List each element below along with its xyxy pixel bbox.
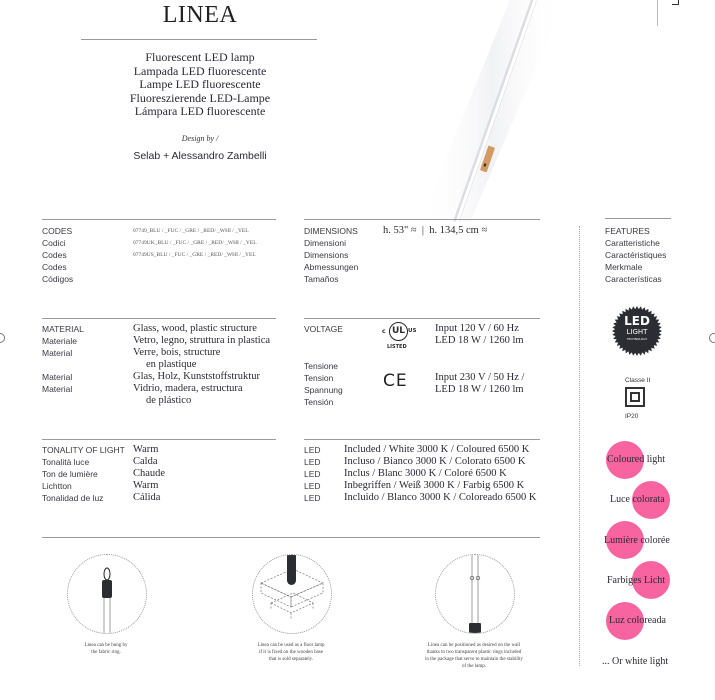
features-rule (605, 218, 671, 219)
colour-label-de: Farbiges Licht (607, 575, 666, 586)
label-codes-it: Codici (42, 238, 66, 248)
voltage-eu-values (435, 372, 524, 396)
wall-mount-icon (436, 555, 514, 633)
tonality-rule (42, 439, 276, 440)
material-value: Verre, bois, structure (133, 347, 221, 358)
wall-mount-caption (408, 642, 540, 670)
label-material-it: Materiale (42, 336, 77, 346)
class-ii-icon (625, 387, 645, 407)
code-value: 07749US_BLU / _FUC / _GRE / _RED/ _WHI / _YEL (133, 252, 256, 258)
codes-labels (42, 225, 73, 285)
voltage-rule (304, 318, 540, 319)
label-tonality-it: Tonalità luce (42, 457, 90, 467)
subtitle-fr: Lampe LED fluorescente (139, 77, 261, 91)
label-led: LED (304, 469, 321, 479)
registration-mark-right (709, 333, 715, 343)
material-value: de plástico (146, 395, 192, 406)
led-value: Incluso / Bianco 3000 K / Colorato 6500 K (344, 456, 526, 467)
label-features-de: Merkmale (605, 262, 643, 272)
tonality-value: Warm (133, 480, 159, 491)
colour-label-fr: Lumière colorée (604, 535, 670, 546)
voltage-us-values (435, 323, 524, 347)
product-subtitles (80, 51, 320, 119)
label-voltage-fr: Tension (304, 373, 334, 383)
dimensions-labels (304, 225, 358, 285)
voltage-value: Input 230 V / 50 Hz / (435, 372, 525, 383)
label-material-es: Material (42, 384, 73, 394)
colour-label-it: Luce colorata (610, 494, 665, 505)
codes-values (133, 225, 257, 261)
ul-us: US (408, 328, 417, 334)
led-values (344, 444, 536, 504)
lamp-photo (390, 0, 650, 222)
ul-listed-icon (380, 322, 416, 358)
material-value: Glass, wood, plastic structure (133, 323, 257, 334)
page-tab-line (657, 0, 658, 26)
tonality-value: Chaude (133, 468, 166, 479)
label-tonality-en: TONALITY OF LIGHT (42, 445, 125, 455)
label-voltage-de: Spannung (304, 385, 343, 395)
caption-line: the fabric ring. (91, 650, 121, 655)
code-value: 07749UK_BLU / _FUC / _GRE / _RED/ _WHI / _YEL (133, 240, 257, 246)
label-material-fr: Material (42, 348, 73, 358)
page-tab-mark (672, 0, 679, 5)
caption-line: Linea can be hung by (84, 643, 128, 648)
diagrams-rule (42, 537, 540, 538)
code-value: 07749_BLU / _FUC / _GRE / _RED/ _WHI / _YEL (133, 228, 249, 234)
led-value: Inbegriffen / Weiß 3000 K / Farbig 6500 K (344, 480, 525, 491)
led-badge-line2: LIGHT (626, 328, 648, 336)
ul-circle: UL (389, 322, 408, 341)
caption-line: of the lamp. (461, 664, 487, 669)
label-voltage-es: Tensión (304, 397, 334, 407)
label-led: LED (304, 457, 321, 467)
led-value: Inclus / Blanc 3000 K / Coloré 6500 K (344, 468, 507, 479)
design-by-label: Design by / (181, 134, 219, 143)
dimensions-value: h. 53" ≈ | h. 134,5 cm ≈ (383, 225, 488, 236)
material-labels (42, 323, 84, 395)
label-dimensions-fr: Dimensions (304, 250, 349, 260)
tonality-value: Cálida (133, 492, 161, 503)
title-divider (81, 39, 317, 40)
label-led: LED (304, 445, 321, 455)
material-values (133, 323, 270, 407)
label-features-it: Caratteristiche (605, 238, 660, 248)
ce-mark-icon: CE (383, 371, 408, 391)
label-dimensions-it: Dimensioni (304, 238, 347, 248)
caption-line: Linea can be positioned as desired on the wall (427, 643, 521, 648)
caption-line: Linea can be used as a floor lamp (257, 643, 325, 648)
hanging-lamp-icon (68, 555, 146, 633)
material-value: en plastique (146, 359, 197, 370)
tonality-labels (42, 444, 125, 504)
led-badge-line1: LED (624, 314, 650, 328)
material-value: Vidrio, madera, estructura (133, 383, 243, 394)
label-dimensions-de: Abmessungen (304, 262, 359, 272)
voltage-labels (304, 360, 343, 408)
label-led: LED (304, 493, 321, 503)
codes-rule (42, 219, 276, 220)
label-codes-en: CODES (42, 226, 73, 236)
label-features-fr: Caractéristiques (605, 250, 667, 260)
led-badge-line3: TECHNOLOGY (626, 337, 648, 341)
label-codes-fr: Codes (42, 250, 67, 260)
label-material-de: Material (42, 372, 73, 382)
label-dimensions-en: DIMENSIONS (304, 226, 358, 236)
designer-name: Selab + Alessandro Zambelli (133, 150, 267, 162)
subtitle-es: Lámpara LED fluorescente (134, 104, 266, 118)
caption-line: thanks to two transparent plastic rings included (426, 650, 522, 655)
hanging-caption (56, 642, 156, 656)
subtitle-en: Fluorescent LED lamp (145, 50, 255, 64)
tonality-values (133, 444, 165, 504)
floor-base-caption (236, 642, 346, 663)
label-features-en: FEATURES (605, 226, 650, 236)
class-ii-label: Classe II (625, 377, 651, 384)
caption-line: that is sold separately. (268, 657, 314, 662)
floor-base-diagram (252, 554, 332, 634)
tonality-value: Warm (133, 444, 159, 455)
product-title: LINEA (162, 2, 238, 28)
led-value: Incluido / Blanco 3000 K / Coloreado 6500 K (344, 492, 537, 503)
label-codes-de: Codes (42, 262, 67, 272)
label-tonality-fr: Ton de lumière (42, 469, 98, 479)
material-value: Vetro, legno, struttura in plastica (133, 335, 271, 346)
label-material-en: MATERIAL (42, 324, 84, 334)
voltage-value: LED 18 W / 1260 lm (435, 384, 524, 395)
caption-line: if it is fixed on the wooden base (258, 650, 323, 655)
wall-mount-diagram (435, 554, 515, 634)
white-light-label: ... Or white light (602, 656, 669, 667)
dimensions-rule (304, 219, 540, 220)
colour-label-en: Coloured light (607, 454, 666, 465)
hanging-diagram (67, 554, 147, 634)
label-codes-es: Códigos (42, 274, 74, 284)
led-labels (304, 444, 321, 504)
column-divider (579, 226, 580, 666)
label-voltage-en: VOLTAGE (304, 324, 343, 334)
floor-base-icon (253, 555, 331, 633)
voltage-value: LED 18 W / 1260 lm (435, 335, 524, 346)
led-value: Included / White 3000 K / Coloured 6500 K (344, 444, 530, 455)
subtitle-de: Fluoreszierende LED-Lampe (129, 90, 271, 105)
colour-label-es: Luz coloreada (609, 615, 666, 626)
tonality-value: Calda (133, 456, 158, 467)
caption-line: in the package that serve to maintain the stability (424, 657, 524, 662)
ul-c: c (382, 328, 386, 335)
voltage-value: Input 120 V / 60 Hz (435, 323, 519, 334)
material-value: Glas, Holz, Kunststoffstruktur (133, 371, 260, 382)
label-voltage-it: Tensione (304, 361, 339, 371)
ul-listed: LISTED (387, 344, 407, 350)
features-labels (605, 225, 666, 285)
label-dimensions-es: Tamaños (304, 274, 339, 284)
led-technology-badge (612, 306, 662, 356)
material-rule (42, 318, 276, 319)
ip20-label: IP20 (625, 413, 639, 420)
label-features-es: Características (605, 274, 662, 284)
label-tonality-es: Tonalidad de luz (42, 493, 104, 503)
label-tonality-de: Lichtton (42, 481, 72, 491)
label-led: LED (304, 481, 321, 491)
led-rule (304, 439, 540, 440)
registration-mark-left (0, 333, 5, 343)
subtitle-it: Lampada LED fluorescente (133, 63, 267, 78)
